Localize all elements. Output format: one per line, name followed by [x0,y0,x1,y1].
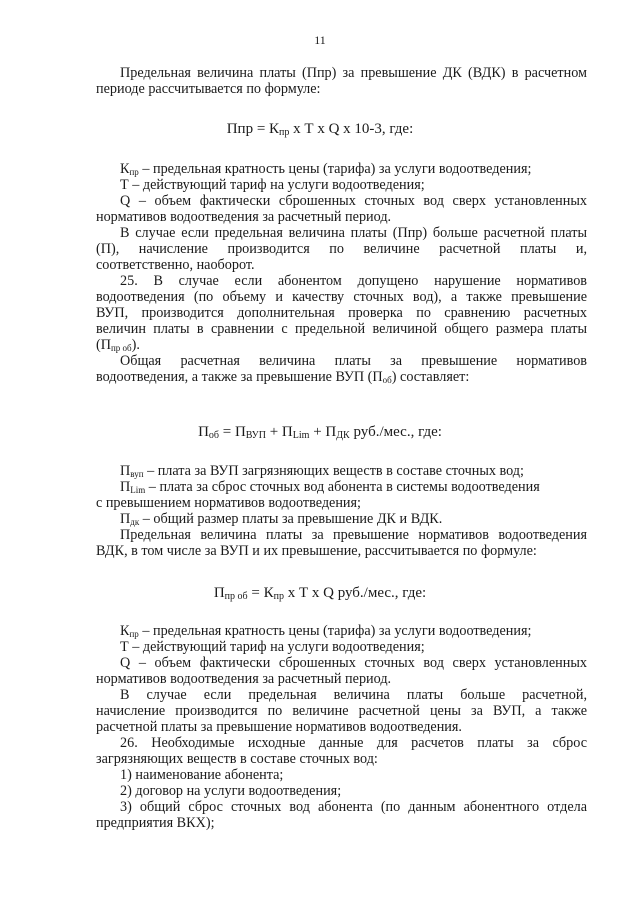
text-line: периоде рассчитывается по формуле: [96,81,321,97]
text-line: начисление производится по величине расчетной цены за ВУП, а также [96,703,587,719]
text-line: Общая расчетная величина платы за превышение нормативов [120,353,587,369]
text-line: соответственно, наоборот. [96,257,255,273]
text-line: нормативов водоотведения за расчетный период. [96,671,392,687]
text-line: с превышением нормативов водоотведения; [96,495,361,511]
text-line: $К_{пр}$ – предельная кратность цены (тарифа) за услуги водоотведения; [120,161,532,177]
list-item: 2) договор на услуги водоотведения; [120,783,342,799]
text-line: расчетной платы за превышение нормативов водоотведения. [96,719,462,735]
text-line: $К_{пр}$ – предельная кратность цены (тарифа) за услуги водоотведения; [120,623,532,639]
text-line: Q – объем фактически сброшенных сточных вод сверх установленных [120,193,587,209]
text-line: $П_{дк}$ – общий размер платы за превышение ДК и ВДК. [120,511,443,527]
text-line: ВУП, производится дополнительная проверка по сравнению расчетных [96,305,587,321]
formula: $П_{об} = П_{ВУП} + П_{Lim} + П_{ДК}$ руб./мес., где: [198,424,442,441]
text-line: $П_{вуп}$ – плата за ВУП загрязняющих веществ в составе сточных вод; [120,463,524,479]
page-number: 11 [314,33,326,47]
text-line: Q – объем фактически сброшенных сточных вод сверх установленных [120,655,587,671]
text-line: Т – действующий тариф на услуги водоотведения; [120,177,425,193]
text-line: $(П_{пр об})$. [96,337,140,353]
text-line: 25. В случае если абонентом допущено нарушение нормативов [120,273,587,289]
text-line: водоотведения, а также за превышение ВУП $(П_{об})$ составляет: [96,369,470,385]
text-line: Т – действующий тариф на услуги водоотведения; [120,639,425,655]
text-line: величин платы в сравнении с предельной величиной общего размера платы [96,321,587,337]
text-line: В случае если предельная величина платы больше расчетной, [120,687,587,703]
text-line: загрязняющих веществ в составе сточных вод: [96,751,378,767]
text-line: 26. Необходимые исходные данные для расчетов платы за сброс [120,735,587,751]
list-item: 1) наименование абонента; [120,767,284,783]
text-line: $П_{Lim}$ – плата за сброс сточных вод абонента в системы водоотведения [120,479,540,495]
text-line: предприятия ВКХ); [96,815,215,831]
text-line: ВДК, в том числе за ВУП и их превышение, рассчитывается по формуле: [96,543,537,559]
text-line: Предельная величина платы за превышение нормативов водоотведения [120,527,587,543]
list-item: 3) общий сброс сточных вод абонента (по данным абонентного отдела [120,799,587,815]
text-line: Предельная величина платы (Ппр) за превышение ДК (ВДК) в расчетном [120,65,587,81]
text-line: В случае если предельная величина платы (Ппр) больше расчетной платы [120,225,587,241]
formula: $П_{пр об} = К_{пр}$ х Т х Q руб./мес., где: [213,585,427,602]
text-line: (П), начисление производится по величине расчетной платы и, [96,241,587,257]
formula: Ппр = $К_{пр}$ х Т х Q х 10-3, где: [226,121,414,138]
text-line: нормативов водоотведения за расчетный период. [96,209,392,225]
text-line: водоотведения (по объему и качеству сточных вод), а также превышение [96,289,587,305]
